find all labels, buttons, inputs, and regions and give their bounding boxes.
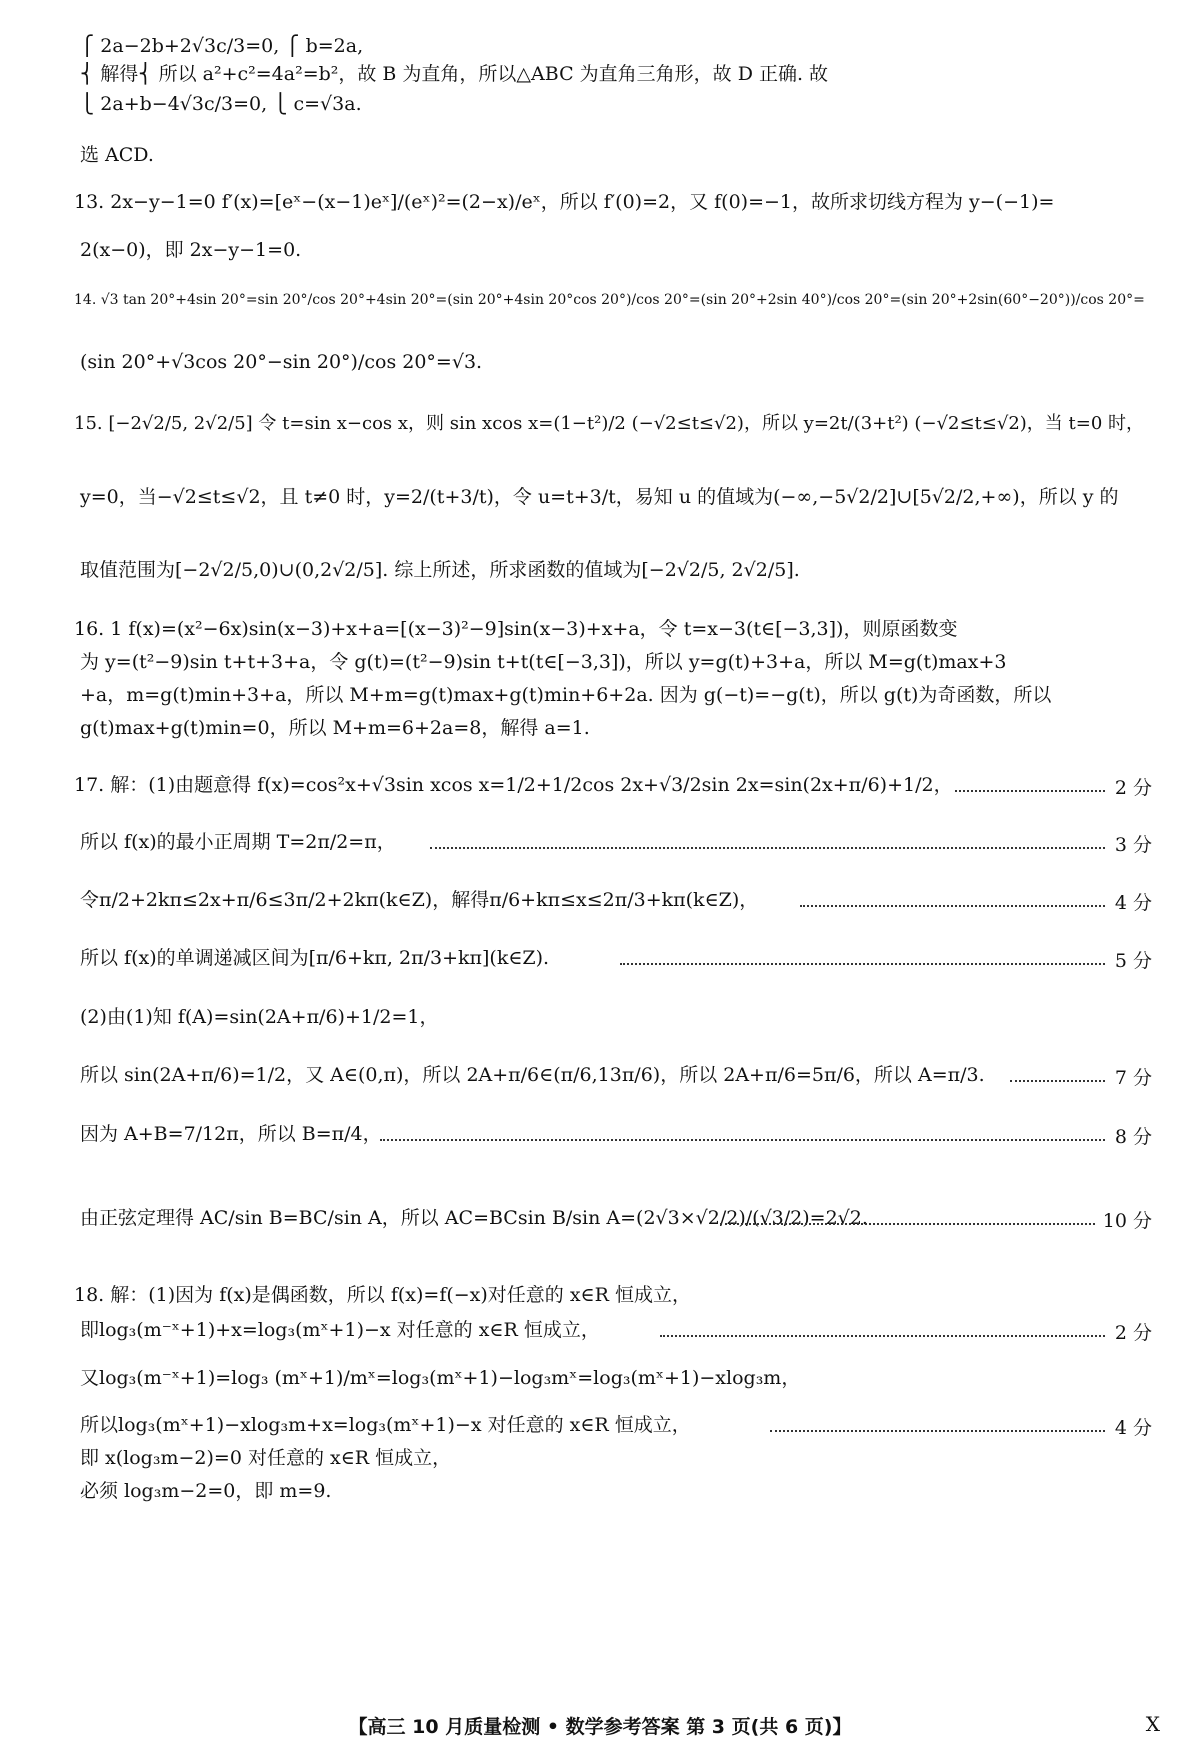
text-line: +a，m=g(t)min+3+a，所以 M+m=g(t)max+g(t)min+6+2a. 因为 g(−t)=−g(t)，所以 g(t)为奇函数，所以 xyxy=(80,684,1052,706)
text-line: 又log₃(m⁻ˣ+1)=log₃ (mˣ+1)/mˣ=log₃(mˣ+1)−log₃mˣ=log₃(mˣ+1)−xlog₃m， xyxy=(80,1367,801,1389)
text-line: 取值范围为[−2√2/5,0)∪(0,2√2/5]. 综上所述，所求函数的值域为[−2√2/5, 2√2/5]. xyxy=(80,559,800,581)
answer-18-line: 18. 解：(1)因为 f(x)是偶函数，所以 f(x)=f(−x)对任意的 x∈R 恒成立， xyxy=(74,1284,691,1306)
answer-17-line: 17. 解：(1)由题意得 f(x)=cos²x+√3sin xcos x=1/2+1/2cos 2x+√3/2sin 2x=sin(2x+π/6)+1/2， xyxy=(74,774,953,796)
score-label: 8 分 xyxy=(1114,1126,1152,1148)
text-line: (sin 20°+√3cos 20°−sin 20°)/cos 20°=√3. xyxy=(80,351,483,373)
text-line: 2(x−0)，即 2x−y−1=0. xyxy=(80,239,302,261)
text-line: ⎧ 2a−2b+2√3c/3=0, ⎧ b=2a, xyxy=(80,35,364,57)
text-line: ⎩ 2a+b−4√3c/3=0, ⎩ c=√3a. xyxy=(80,93,362,115)
text-line: ⎨ 解得⎨ 所以 a²+c²=4a²=b²，故 B 为直角，所以△ABC 为直角三角形，故 D 正确. 故 xyxy=(80,63,829,85)
dot-leader xyxy=(430,847,1105,849)
text-line: 为 y=(t²−9)sin t+t+3+a，令 g(t)=(t²−9)sin t+t(t∈[−3,3])，所以 y=g(t)+3+a，所以 M=g(t)max+3 xyxy=(80,651,1007,673)
text-line: 所以 f(x)的单调递减区间为[π/6+kπ, 2π/3+kπ](k∈Z). xyxy=(80,947,550,969)
score-label: 3 分 xyxy=(1114,834,1152,856)
dot-leader xyxy=(800,905,1105,907)
answer-16-line: 16. 1 f(x)=(x²−6x)sin(x−3)+x+a=[(x−3)²−9]sin(x−3)+x+a，令 t=x−3(t∈[−3,3])，则原函数变 xyxy=(74,618,958,640)
score-label: 2 分 xyxy=(1114,1322,1152,1344)
text-line: 因为 A+B=7/12π，所以 B=π/4， xyxy=(80,1123,382,1145)
dot-leader xyxy=(620,963,1105,965)
score-label: 4 分 xyxy=(1114,892,1152,914)
text-line: g(t)max+g(t)min=0，所以 M+m=6+2a=8，解得 a=1. xyxy=(80,717,590,739)
text-line: (2)由(1)知 f(A)=sin(2A+π/6)+1/2=1， xyxy=(80,1006,439,1028)
text-line: 所以 f(x)的最小正周期 T=2π/2=π， xyxy=(80,831,396,853)
answer-15-line: 15. [−2√2/5, 2√2/5] 令 t=sin x−cos x，则 sin xcos x=(1−t²)/2 (−√2≤t≤√2)，所以 y=2t/(3+t²) (−√2≤t≤√2)，当 t=0 时， xyxy=(74,413,1145,434)
answer-13-line: 13. 2x−y−1=0 f′(x)=[eˣ−(x−1)eˣ]/(eˣ)²=(2−x)/eˣ，所以 f′(0)=2，又 f(0)=−1，故所求切线方程为 y−(−1)= xyxy=(74,191,1055,213)
corner-mark: X xyxy=(1145,1712,1160,1736)
score-label: 10 分 xyxy=(1102,1210,1152,1232)
dot-leader xyxy=(955,790,1105,792)
text-line: 选 ACD. xyxy=(80,144,154,166)
score-label: 2 分 xyxy=(1114,777,1152,799)
score-label: 7 分 xyxy=(1114,1067,1152,1089)
text-line: 必须 log₃m−2=0，即 m=9. xyxy=(80,1480,332,1502)
text-line: 所以log₃(mˣ+1)−xlog₃m+x=log₃(mˣ+1)−x 对任意的 x∈R 恒成立， xyxy=(80,1414,691,1436)
text-line: 由正弦定理得 AC/sin B=BC/sin A，所以 AC=BCsin B/sin A=(2√3×√2/2)/(√3/2)=2√2. xyxy=(80,1207,868,1229)
dot-leader xyxy=(770,1430,1105,1432)
text-line: y=0，当−√2≤t≤√2，且 t≠0 时，y=2/(t+3/t)，令 u=t+3/t，易知 u 的值域为(−∞,−5√2/2]∪[5√2/2,+∞)，所以 y 的 xyxy=(80,486,1119,508)
dot-leader xyxy=(1010,1080,1105,1082)
text-line: 所以 sin(2A+π/6)=1/2，又 A∈(0,π)，所以 2A+π/6∈(π/6,13π/6)，所以 2A+π/6=5π/6，所以 A=π/3. xyxy=(80,1064,985,1086)
answer-14-line: 14. √3 tan 20°+4sin 20°=sin 20°/cos 20°+4sin 20°=(sin 20°+4sin 20°cos 20°)/cos 20°=(sin 20°+2sin 40°)/cos 20°=(sin 20°+2sin(60°−20°))/cos 20°= xyxy=(74,292,1145,308)
score-label: 5 分 xyxy=(1114,950,1152,972)
dot-leader xyxy=(720,1223,1095,1225)
text-line: 即log₃(m⁻ˣ+1)+x=log₃(mˣ+1)−x 对任意的 x∈R 恒成立， xyxy=(80,1319,600,1341)
dot-leader xyxy=(380,1139,1105,1141)
text-line: 即 x(log₃m−2)=0 对任意的 x∈R 恒成立， xyxy=(80,1447,452,1469)
dot-leader xyxy=(660,1335,1105,1337)
page-footer: 【高三 10 月质量检测 • 数学参考答案 第 3 页(共 6 页)】 xyxy=(348,1716,852,1738)
score-label: 4 分 xyxy=(1114,1417,1152,1439)
text-line: 令π/2+2kπ≤2x+π/6≤3π/2+2kπ(k∈Z)，解得π/6+kπ≤x≤2π/3+kπ(k∈Z)， xyxy=(80,889,759,911)
